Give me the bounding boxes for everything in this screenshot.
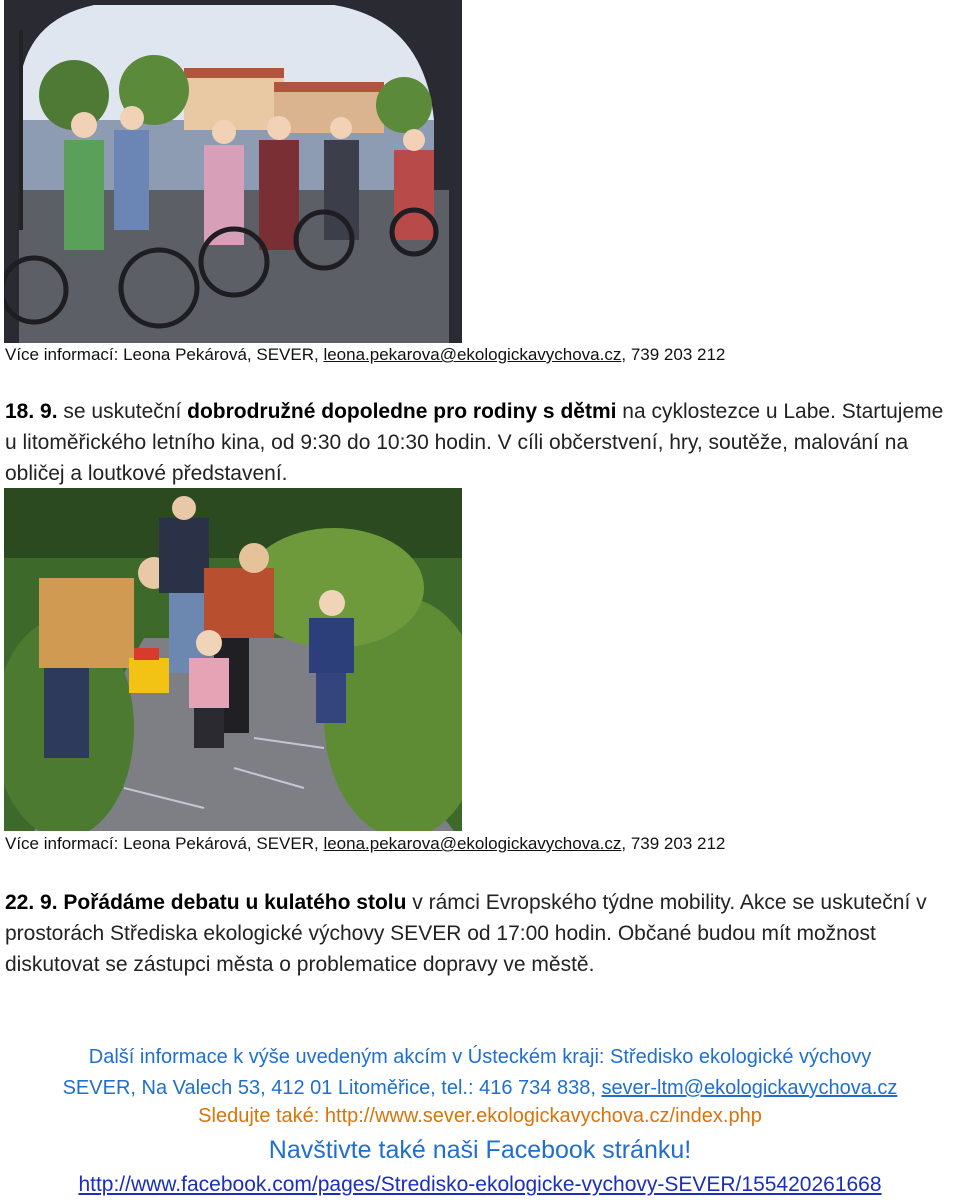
facebook-url bbox=[0, 1173, 960, 1197]
contact-phone: , 739 203 212 bbox=[621, 345, 726, 364]
contact-email-link[interactable]: leona.pekarova@ekologickavychova.cz bbox=[323, 834, 622, 853]
facebook-cta: Navštivte také naši Facebook stránku! bbox=[268, 1136, 692, 1164]
facebook-link[interactable]: http://www.facebook.com/pages/Stredisko-ekologicke-vychovy-SEVER/155420261668 bbox=[78, 1173, 882, 1196]
event1-contact bbox=[5, 345, 725, 365]
footer-info-line1: Další informace k výše uvedeným akcím v Ústeckém kraji: Středisko ekologické výchovy bbox=[88, 1046, 872, 1068]
family-path-photo bbox=[4, 488, 462, 831]
event3-description: 22. 9. Pořádáme debatu u kulatého stolu v rámci Evropského týdne mobility. Akce se uskuteční v prostorách Střediska ekologické výchovy SEVER od 17:00 hodin. Občané budou mít možnost diskutovat se zástupci města o problematice dopravy ve městě. bbox=[5, 891, 927, 976]
contact-prefix: Více informací: Leona Pekárová, SEVER, bbox=[5, 345, 324, 364]
cyclists-photo bbox=[4, 0, 462, 343]
footer-info bbox=[0, 1042, 960, 1104]
event3-title: Pořádáme debatu u kulatého stolu bbox=[63, 891, 407, 914]
footer-follow: Sledujte také: http://www.sever.ekologickavychova.cz/index.php bbox=[198, 1105, 762, 1127]
contact-prefix: Více informací: Leona Pekárová, SEVER, bbox=[5, 834, 324, 853]
event2-title: dobrodružné dopoledne pro rodiny s dětmi bbox=[187, 400, 617, 423]
event3-date: 22. 9. bbox=[5, 891, 58, 914]
event2-description: 18. 9. se uskuteční dobrodružné dopoledne pro rodiny s dětmi na cyklostezce u Labe. Startujeme u litoměřického letního kina, od 9:30 do 10:30 hodin. V cíli občerstvení, hry, soutěže, malování na obličej a loutkové představení. bbox=[5, 400, 944, 485]
footer-info-line2: SEVER, Na Valech 53, 412 01 Litoměřice, tel.: 416 734 838, sever-ltm@ekologickavychova.cz bbox=[62, 1077, 898, 1099]
event2-contact bbox=[5, 834, 725, 854]
footer-email-link[interactable]: sever-ltm@ekologickavychova.cz bbox=[601, 1077, 898, 1099]
event2-date: 18. 9. bbox=[5, 400, 58, 423]
contact-phone: , 739 203 212 bbox=[621, 834, 726, 853]
contact-email-link[interactable]: leona.pekarova@ekologickavychova.cz bbox=[323, 345, 622, 364]
